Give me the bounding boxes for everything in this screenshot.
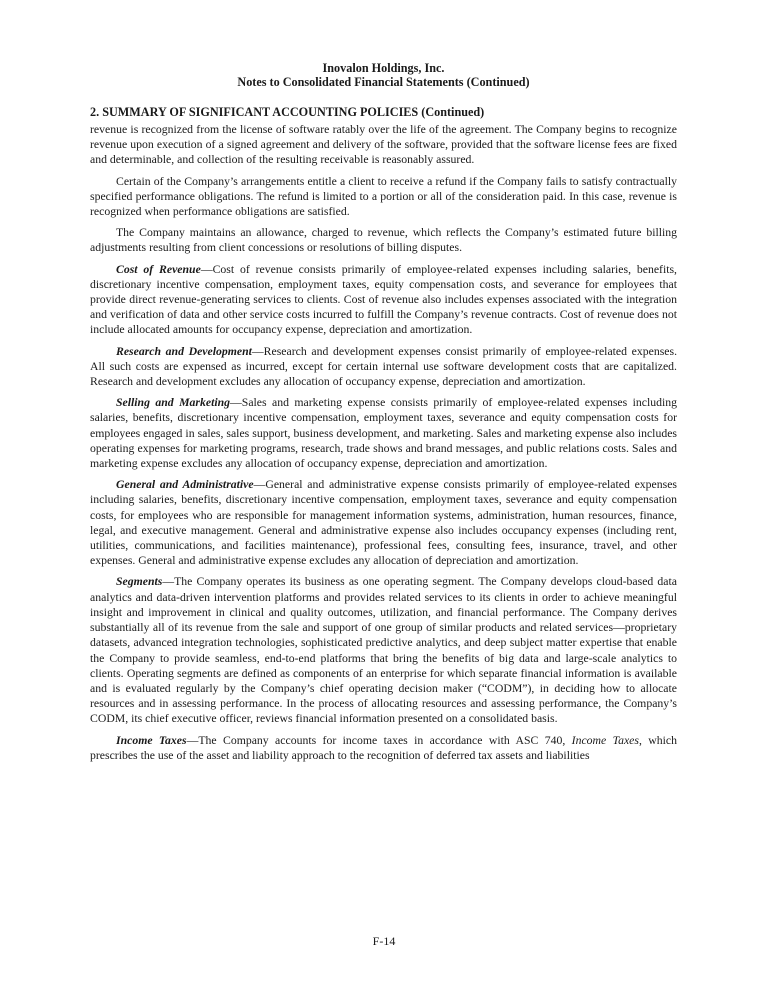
term-selling-marketing: Selling and Marketing: [116, 396, 231, 410]
paragraph-income-taxes: [90, 733, 677, 763]
body-segments: —The Company operates its business as one operating segment. The Company develops cloud-based data analytics and data-driven intervention platforms and provides related services to its clients in order to achieve meaningful insight and improvement in clinical and quality outcomes, utilization, and financial performance. The Company derives substantially all of its revenue from the sale and support of one group of similar products and related services—proprietary datasets, advanced integration technologies, sophisticated predictive analytics, and deep subject matter expertise that enable the Company to provide seamless, end-to-end platforms that bring the benefits of big data and large-scale analytics to clients. Operating segments are defined as components of an enterprise for which separate financial information is available and is evaluated regularly by the Company’s chief operating decision maker (“CODM”), in deciding how to allocate resources and in assessing performance. In the process of allocating resources and assessing performance, the Company’s CODM, its chief executive officer, reviews financial information presented on a consolidated basis.: [90, 575, 677, 726]
term-general-administrative: General and Administrative: [116, 478, 254, 492]
paragraph-general-administrative: [90, 477, 677, 568]
paragraph-allowance: The Company maintains an allowance, charged to revenue, which reflects the Company’s estimated future billing adjustments resulting from client concessions or resolutions of billing disputes.: [90, 226, 677, 255]
paragraph-cost-of-revenue: [90, 262, 677, 338]
paragraph-selling-marketing: [90, 395, 677, 471]
term-segments: Segments: [116, 575, 163, 589]
section-heading: 2. SUMMARY OF SIGNIFICANT ACCOUNTING POLICIES (Continued): [90, 105, 485, 119]
term-cost-of-revenue: Cost of Revenue: [116, 262, 201, 276]
paragraph-refunds: Certain of the Company’s arrangements entitle a client to receive a refund if the Company fails to satisfy contractually specified performance obligations. The refund is limited to a portion or all of the consideration paid. In this case, revenue is recognized when performance obligations are satisfied.: [90, 174, 677, 219]
term-income-taxes: Income Taxes: [116, 733, 187, 747]
header-subtitle: Notes to Consolidated Financial Statements (Continued): [237, 74, 530, 89]
body-cost-of-revenue: —Cost of revenue consists primarily of employee-related expenses including salaries, benefits, discretionary incentive compensation, employment taxes, equity compensation costs, and severance for employees that provide direct revenue-generating services to clients. Cost of revenue also includes expenses associated with the integration and verification of data and other service costs incurred to fulfill the Company’s revenue contracts. Cost of revenue does not include allocated amounts for occupancy expense, depreciation and amortization.: [90, 262, 677, 337]
citation-income-taxes: Income Taxes: [571, 733, 639, 747]
body-general-administrative: —General and administrative expense consists primarily of employee-related expenses including salaries, benefits, discretionary incentive compensation, employment taxes, severance and equity compensation costs, for employees who are responsible for management information systems, administration, human resources, finance, legal, and executive management. General and administrative expense also includes occupancy expenses (including rent, utilities, communications, and facilities maintenance), professional fees, consulting fees, insurance, travel, and other expenses. General and administrative expense excludes any allocation of depreciation and amortization.: [90, 478, 677, 568]
page-number: F-14: [372, 934, 396, 948]
body-research-development: —Research and development expenses consist primarily of employee-related expenses. All such costs are expensed as incurred, except for certain internal use software development costs that are capitalized. Research and development excludes any allocation of occupancy expense, depreciation and amortization.: [90, 344, 678, 389]
body-income-taxes-a: —The Company accounts for income taxes in accordance with ASC 740,: [186, 733, 572, 747]
document-page: [90, 62, 677, 769]
page-header: [90, 62, 677, 89]
body-income-taxes-b: , which prescribes the use of the asset and liability approach to the recognition of deferred tax assets and liabilities: [90, 733, 677, 762]
company-name: Inovalon Holdings, Inc.: [322, 61, 445, 75]
term-research-development: Research and Development: [116, 344, 252, 358]
body-selling-marketing: —Sales and marketing expense consists primarily of employee-related expenses including salaries, benefits, discretionary incentive compensation, employment taxes, severance and equity compensation costs for employees engaged in sales, sales support, business development, and marketing. Sales and marketing expense also includes operating expenses for marketing programs, research, trade shows and brand messages, and public relations costs. Sales and marketing expense excludes any allocation of occupancy expense, depreciation and amortization.: [90, 396, 677, 471]
paragraph-revenue-continued: revenue is recognized from the license of software ratably over the life of the agreement. The Company begins to recognize revenue upon execution of a signed agreement and delivery of the software, provided that the software license fees are fixed and determinable, and collection of the resulting receivable is reasonably assured.: [90, 123, 677, 167]
paragraph-segments: [90, 574, 677, 726]
paragraph-research-development: [90, 344, 677, 390]
